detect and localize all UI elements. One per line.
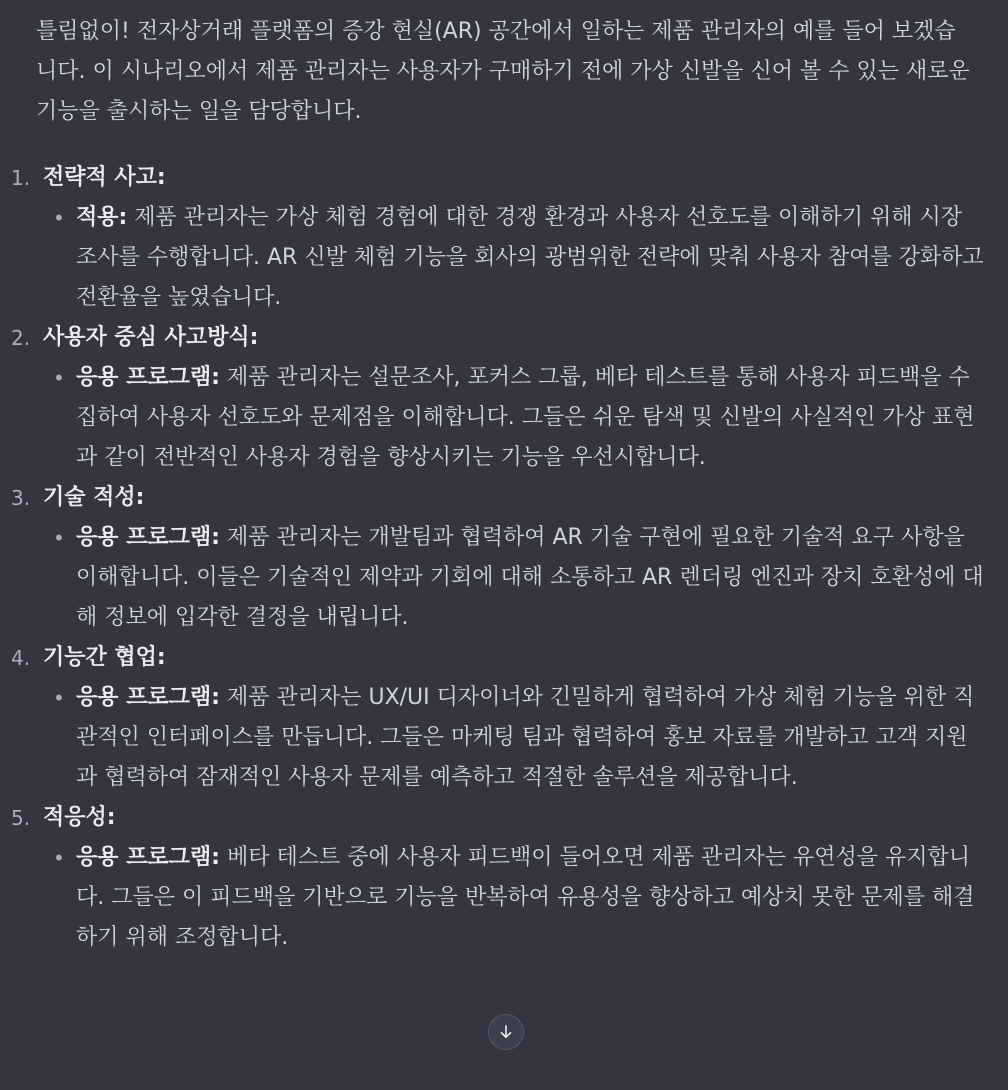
bullet-text: 제품 관리자는 개발팀과 협력하여 AR 기술 구현에 필요한 기술적 요구 사항을 이해합니다. 이들은 기술적인 제약과 기회에 대해 소통하고 AR 렌더링 엔진과 장치 호환성에 대해 정보에 입각한 결정을 내립니다. — [76, 525, 984, 630]
list-number: 2. — [11, 326, 31, 350]
section-title: 전략적 사고: — [43, 165, 166, 190]
list-number: 1. — [11, 166, 31, 190]
bullet-label: 적용: — [76, 205, 128, 230]
bullet-label: 응용 프로그램: — [76, 525, 220, 550]
bullet-text: 제품 관리자는 설문조사, 포커스 그룹, 베타 테스트를 통해 사용자 피드백을 수집하여 사용자 선호도와 문제점을 이해합니다. 그들은 쉬운 탐색 및 신발의 사실적인 가상 표현과 같이 전반적인 사용자 경험을 향상시키는 기능을 우선시합니다. — [76, 365, 975, 470]
list-item — [11, 318, 996, 478]
arrow-down-icon — [497, 1023, 515, 1041]
bullet-icon: • — [53, 846, 65, 870]
list-item — [11, 478, 996, 638]
list-item — [11, 638, 996, 798]
list-number: 3. — [11, 486, 31, 510]
section-heading — [11, 158, 996, 198]
section-title: 사용자 중심 사고방식: — [43, 325, 259, 350]
bullet-item — [53, 838, 986, 958]
bullet-item — [53, 358, 986, 478]
list-number: 4. — [11, 646, 31, 670]
intro-paragraph: 틀림없이! 전자상거래 플랫폼의 증강 현실(AR) 공간에서 일하는 제품 관리자의 예를 들어 보겠습니다. 이 시나리오에서 제품 관리자는 사용자가 구매하기 전에 가상 신발을 신어 볼 수 있는 새로운 기능을 출시하는 일을 담당합니다. — [36, 19, 970, 124]
numbered-list — [11, 158, 996, 958]
bullet-icon: • — [53, 206, 65, 230]
bullet-item — [53, 198, 986, 318]
list-number: 5. — [11, 806, 31, 830]
bullet-item — [53, 678, 986, 798]
bullet-icon: • — [53, 686, 65, 710]
section-heading — [11, 638, 996, 678]
section-title: 기능간 협업: — [43, 645, 166, 670]
section-heading — [11, 478, 996, 518]
bullet-label: 응용 프로그램: — [76, 685, 220, 710]
section-heading — [11, 798, 996, 838]
list-item — [11, 158, 996, 318]
scroll-to-bottom-button[interactable] — [488, 1014, 524, 1050]
section-heading — [11, 318, 996, 358]
bullet-text: 제품 관리자는 가상 체험 경험에 대한 경쟁 환경과 사용자 선호도를 이해하기 위해 시장 조사를 수행합니다. AR 신발 체험 기능을 회사의 광범위한 전략에 맞춰 사용자 참여를 강화하고 전환율을 높였습니다. — [76, 205, 984, 310]
bullet-icon: • — [53, 526, 65, 550]
bullet-icon: • — [53, 366, 65, 390]
bullet-text: 베타 테스트 중에 사용자 피드백이 들어오면 제품 관리자는 유연성을 유지합니다. 그들은 이 피드백을 기반으로 기능을 반복하여 유용성을 향상하고 예상치 못한 문제를 해결하기 위해 조정합니다. — [76, 845, 975, 950]
section-title: 적응성: — [43, 805, 116, 830]
list-item — [11, 798, 996, 958]
bullet-label: 응용 프로그램: — [76, 845, 220, 870]
bullet-label: 응용 프로그램: — [76, 365, 220, 390]
bullet-item — [53, 518, 986, 638]
bullet-text: 제품 관리자는 UX/UI 디자이너와 긴밀하게 협력하여 가상 체험 기능을 위한 직관적인 인터페이스를 만듭니다. 그들은 마케팅 팀과 협력하여 홍보 자료를 개발하고 고객 지원과 협력하여 잠재적인 사용자 문제를 예측하고 적절한 솔루션을 제공합니다. — [76, 685, 975, 790]
section-title: 기술 적성: — [43, 485, 145, 510]
